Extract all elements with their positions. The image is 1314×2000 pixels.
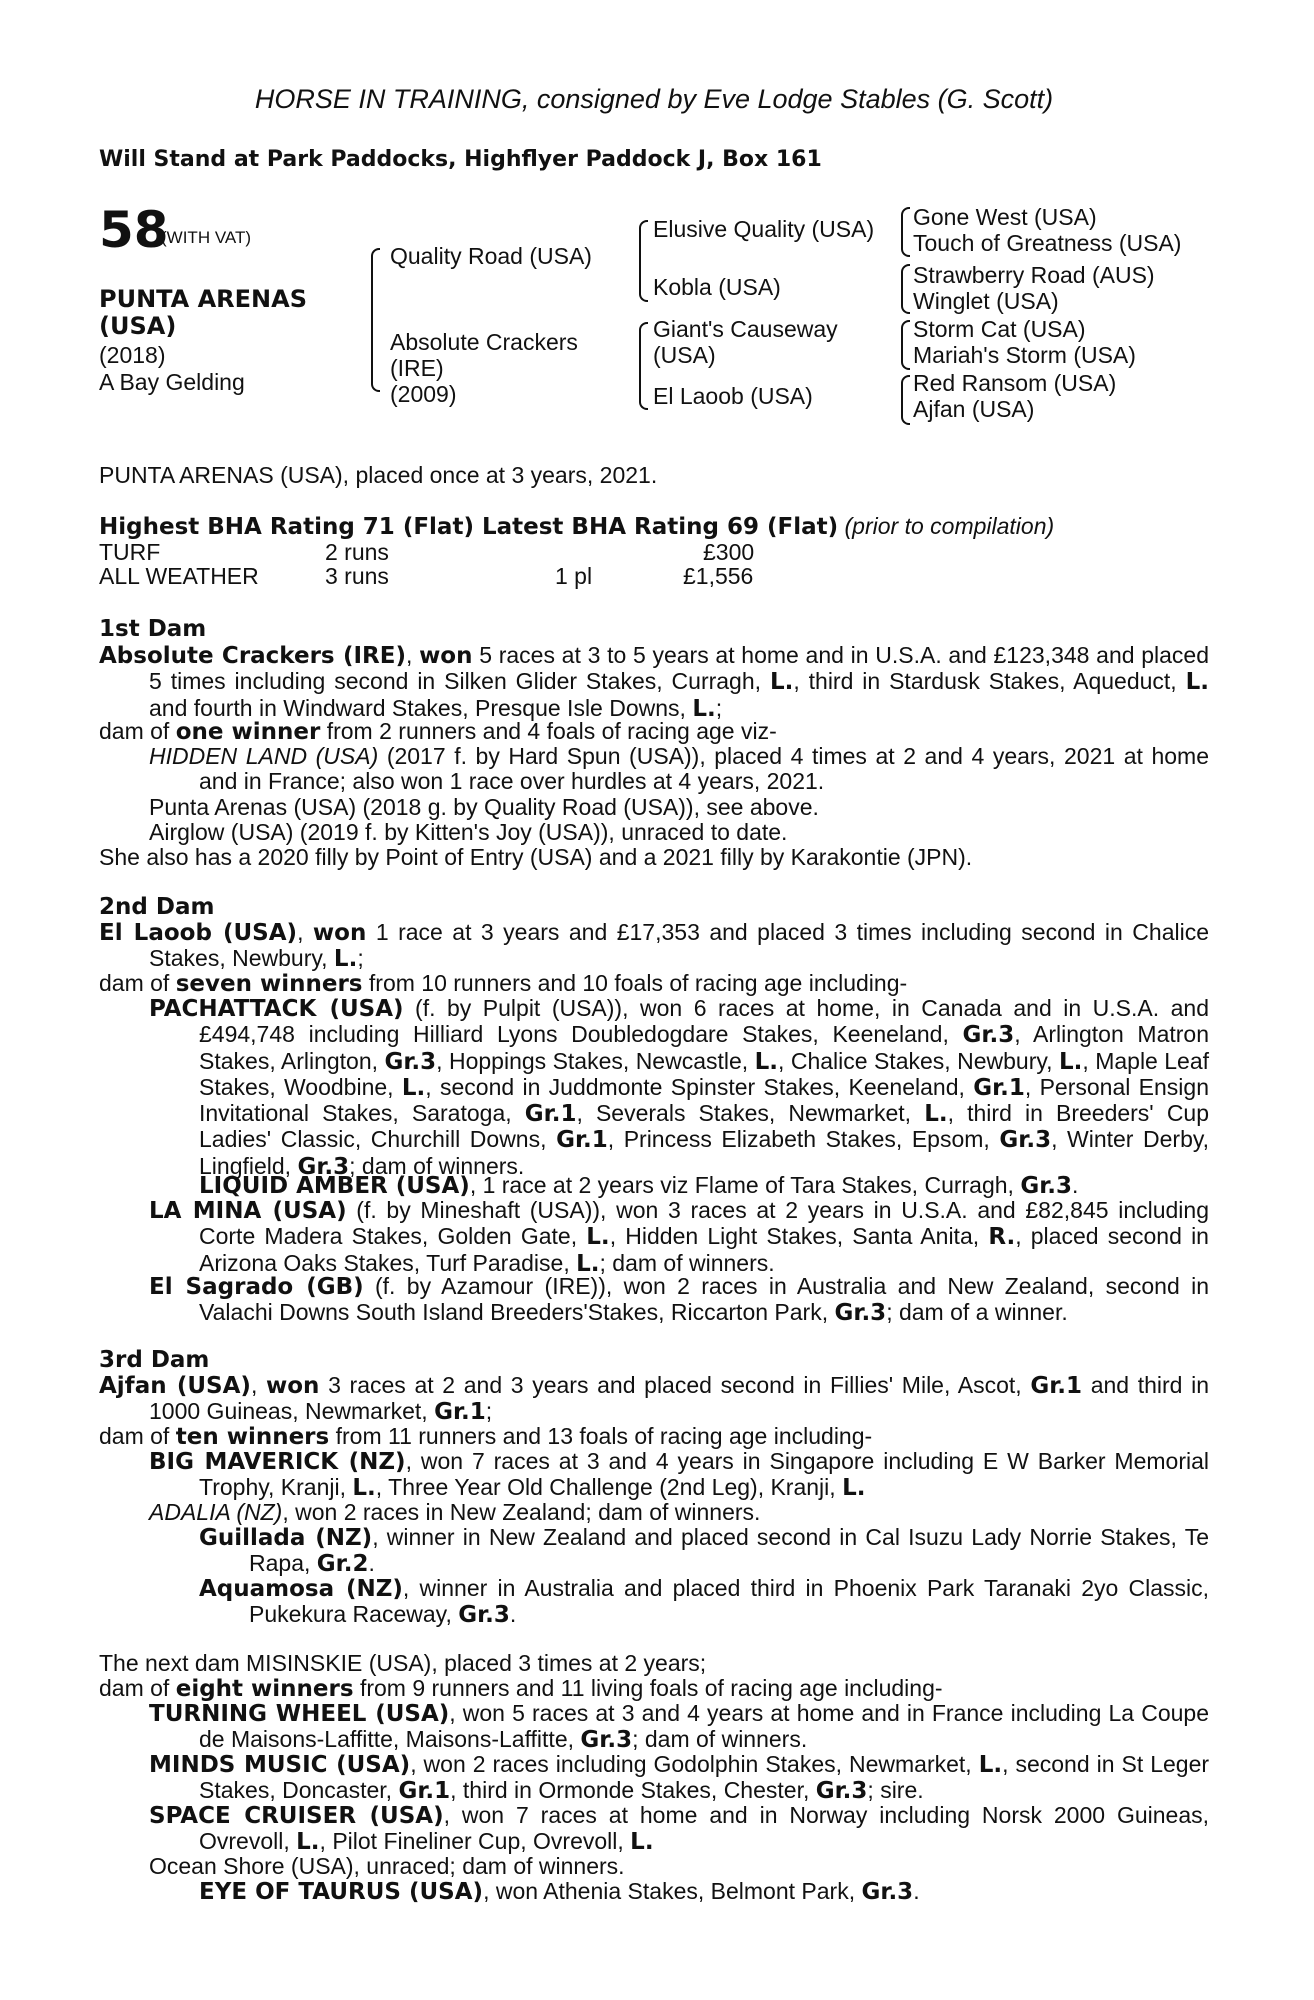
produce-item-aquamosa: Aquamosa (NZ), winner in Australia and placed third in Phoenix Park Taranaki 2yo Classic, Pukekura Raceway, Gr.3. [199, 1575, 1210, 1629]
record-surface: TURF [99, 539, 161, 565]
horse-description: A Bay Gelding [99, 369, 245, 395]
produce-item-liquid-amber: LIQUID AMBER (USA), 1 race at 2 years viz Flame of Tara Stakes, Curragh, Gr.3. [199, 1172, 1079, 1199]
grandsire-4: Red Ransom (USA) [913, 370, 1117, 396]
produce-item-pachattack: PACHATTACK (USA) (f. by Pulpit (USA)), won 6 races at home, in Canada and in U.S.A. and £494,748 including Hilliard Lyons Doubledogdare Stakes, Keeneland, Gr.3, Arlington Matron Stakes, Arlington, Gr.3, Hoppings Stakes, Newcastle, L., Chalice Stakes, Newbury, L., Maple Leaf Stakes, Woodbine, L., second in Juddmonte Spinster Stakes, Keeneland, Gr.1, Personal Ensign Invitational Stakes, Saratoga, Gr.1, Severals Stakes, Newmarket, L., third in Breeders' Cup Ladies' Classic, Churchill Downs, Gr.1, Princess Elizabeth Stakes, Epsom, Gr.3, Winter Derby, Lingfield, Gr.3; dam of winners. [149, 995, 1210, 1180]
record-surface: ALL WEATHER [99, 563, 259, 589]
produce-item: Punta Arenas (USA) (2018 g. by Quality Road (USA)), see above. [149, 794, 819, 820]
produce-item-minds-music: MINDS MUSIC (USA), won 2 races including Godolphin Stakes, Newmarket, L., second in St Leger Stakes, Doncaster, Gr.1, third in Ormonde Stakes, Chester, Gr.3; sire. [149, 1751, 1210, 1805]
record-placed: 1 pl [555, 563, 593, 589]
dam: Absolute Crackers [390, 329, 578, 355]
granddam-3: Mariah's Storm (USA) [913, 342, 1136, 368]
grandsire-3: Storm Cat (USA) [913, 316, 1086, 342]
dam-sire: Giant's Causeway [653, 316, 838, 342]
first-dam-text: Absolute Crackers (IRE), won 5 races at 3 to 5 years at home and in U.S.A. and £123,348 and placed 5 times including second in Silken Glider Stakes, Curragh, L., third in Stardusk Stakes, Aqueduct, L. and fourth in Windward Stakes, Presque Isle Downs, L.; [99, 642, 1210, 722]
gp-brace-1 [901, 207, 910, 257]
grandsire-2: Strawberry Road (AUS) [913, 262, 1155, 288]
sire-sire: Elusive Quality (USA) [653, 216, 875, 242]
produce-item-guillada: Guillada (NZ), winner in New Zealand and placed second in Cal Isuzu Lady Norrie Stakes, Te Rapa, Gr.2. [199, 1524, 1209, 1578]
produce-item: HIDDEN LAND (USA) (2017 f. by Hard Spun (USA)), placed 4 times at 2 and 4 years, 2021 at home and in France; also won 1 race over hurdles at 4 years, 2021. [149, 743, 1209, 795]
third-dam-heading: 3rd Dam [99, 1347, 210, 1373]
record-row [99, 539, 755, 565]
sire-dam: Kobla (USA) [653, 274, 781, 300]
third-dam-text: Ajfan (USA), won 3 races at 2 and 3 years and placed second in Fillies' Mile, Ascot, Gr.1 and third in 1000 Guineas, Newmarket, Gr.1; [99, 1372, 1210, 1426]
sire-brace [639, 220, 648, 302]
produce-item-eye-of-taurus: EYE OF TAURUS (USA), won Athenia Stakes, Belmont Park, Gr.3. [199, 1878, 920, 1905]
first-dam-produce-summary: dam of one winner from 2 runners and 4 foals of racing age viz- [99, 718, 777, 745]
record-row [99, 563, 754, 589]
first-dam-heading: 1st Dam [99, 616, 207, 642]
dam-year: (2009) [390, 381, 457, 407]
horse-name-country: (USA) [99, 312, 177, 340]
granddam-2: Winglet (USA) [913, 288, 1059, 314]
sire: Quality Road (USA) [390, 243, 592, 269]
horse-name: PUNTA ARENAS [99, 285, 307, 313]
second-dam-heading: 2nd Dam [99, 894, 215, 920]
produce-item-turning-wheel: TURNING WHEEL (USA), won 5 races at 3 and 4 years at home and in France including La Coupe de Maisons-Laffitte, Maisons-Laffitte, Gr.3; dam of winners. [149, 1700, 1209, 1754]
pedigree-brace [371, 248, 380, 392]
granddam-4: Ajfan (USA) [913, 396, 1035, 422]
produce-note: She also has a 2020 filly by Point of Entry (USA) and a 2021 filly by Karakontie (JPN). [99, 844, 973, 870]
produce-item-big-maverick: BIG MAVERICK (NZ), won 7 races at 3 and 4 years in Singapore including E W Barker Memorial Trophy, Kranji, L., Three Year Old Challenge (2nd Leg), Kranji, L. [149, 1448, 1209, 1502]
dam-sire-country: (USA) [653, 342, 716, 368]
gp-brace-4 [901, 375, 910, 425]
second-dam-produce-summary: dam of seven winners from 10 runners and 10 foals of racing age including- [99, 970, 908, 997]
stand-location: Will Stand at Park Paddocks, Highflyer Paddock J, Box 161 [99, 147, 822, 172]
record-prize: £1,556 [683, 563, 754, 589]
produce-item-el-sagrado: El Sagrado (GB) (f. by Azamour (IRE)), won 2 races in Australia and New Zealand, second in Valachi Downs South Island Breeders'Stakes, Riccarton Park, Gr.3; dam of a winner. [149, 1273, 1209, 1327]
produce-item-space-cruiser: SPACE CRUISER (USA), won 7 races at home and in Norway including Norsk 2000 Guineas, Ovrevoll, L., Pilot Fineliner Cup, Ovrevoll, L. [149, 1802, 1209, 1856]
granddam-1: Touch of Greatness (USA) [913, 230, 1182, 256]
produce-item-ocean-shore: Ocean Shore (USA), unraced; dam of winners. [149, 1853, 625, 1879]
next-dam-line: The next dam MISINSKIE (USA), placed 3 times at 2 years; [99, 1650, 707, 1676]
gp-brace-2 [901, 264, 910, 314]
produce-item-adalia: ADALIA (NZ), won 2 races in New Zealand; dam of winners. [149, 1499, 761, 1525]
record-runs: 2 runs [325, 539, 389, 565]
third-dam-produce-summary: dam of ten winners from 11 runners and 13 foals of racing age including- [99, 1423, 873, 1450]
record-runs: 3 runs [325, 563, 389, 589]
second-dam-text: El Laoob (USA), won 1 race at 3 years and £17,353 and placed 3 times including second in Chalice Stakes, Newbury, L.; [99, 919, 1210, 973]
gp-brace-3 [901, 320, 910, 370]
next-dam-produce-summary: dam of eight winners from 9 runners and 11 living foals of racing age including- [99, 1675, 943, 1702]
lot-number: 58 [99, 201, 169, 259]
page-title: HORSE IN TRAINING, consigned by Eve Lodge Stables (G. Scott) [254, 84, 1054, 114]
vat-note: (WITH VAT) [161, 228, 252, 247]
produce-item-la-mina: LA MINA (USA) (f. by Mineshaft (USA)), won 3 races at 2 years in U.S.A. and £82,845 including Corte Madera Stakes, Golden Gate, L., Hidden Light Stakes, Santa Anita, R., placed second in Arizona Oaks Stakes, Turf Paradise, L.; dam of winners. [149, 1197, 1209, 1277]
dam-brace [639, 322, 648, 410]
record-prize: £300 [703, 539, 755, 565]
dam-country: (IRE) [390, 355, 444, 381]
horse-year: (2018) [99, 342, 166, 368]
grandsire-1: Gone West (USA) [913, 204, 1097, 230]
produce-item: Airglow (USA) (2019 f. by Kitten's Joy (USA)), unraced to date. [149, 819, 788, 845]
bha-rating: Highest BHA Rating 71 (Flat) Latest BHA Rating 69 (Flat) (prior to compilation) [99, 513, 1055, 540]
race-summary: PUNTA ARENAS (USA), placed once at 3 years, 2021. [99, 462, 658, 488]
dam-dam: El Laoob (USA) [653, 383, 813, 409]
